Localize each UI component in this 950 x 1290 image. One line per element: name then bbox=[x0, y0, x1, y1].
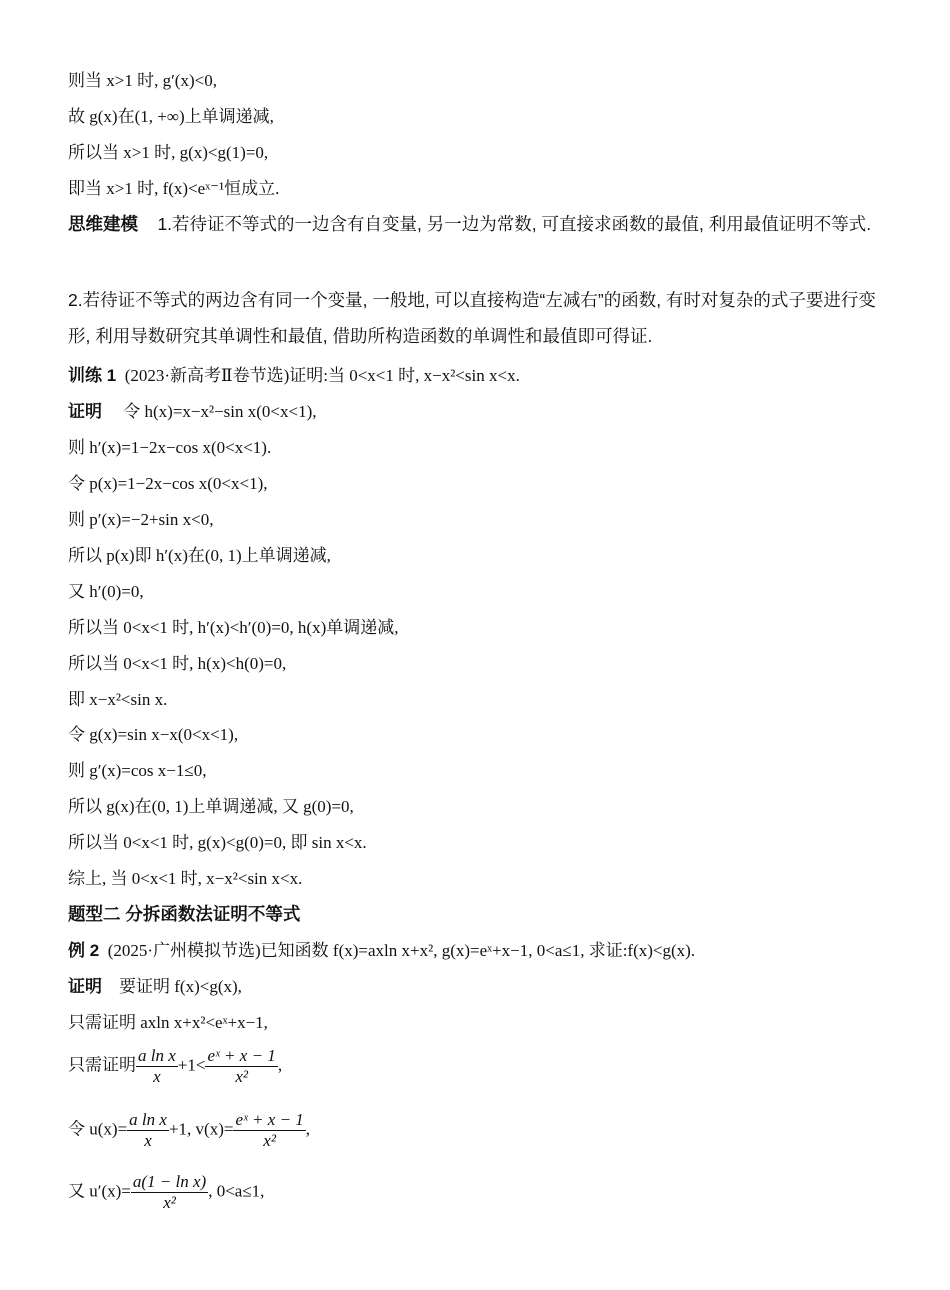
thinking-model-label: 思维建模 bbox=[68, 214, 138, 234]
text-line: 令 p(x)=1−2x−cos x(0<x<1), bbox=[68, 474, 268, 493]
text-line: 只需证明 axln x+x²<eˣ+x−1, bbox=[68, 1013, 268, 1032]
thinking-model-paragraph-1 bbox=[68, 206, 883, 242]
text-line: 综上, 当 0<x<1 时, x−x²<sin x<x. bbox=[68, 869, 303, 888]
text-line: 即当 x>1 时, f(x)<eˣ⁻¹恒成立. bbox=[68, 179, 280, 198]
proof-line bbox=[68, 976, 242, 998]
fraction-numerator: eˣ + x − 1 bbox=[235, 1110, 304, 1129]
fraction-numerator: eˣ + x − 1 bbox=[207, 1046, 276, 1065]
training-text: (2023·新高考Ⅱ卷节选)证明:当 0<x<1 时, x−x²<sin x<x. bbox=[124, 366, 520, 385]
text-line: 即 x−x²<sin x. bbox=[68, 690, 168, 709]
proof-label-2: 证明 bbox=[68, 977, 102, 996]
example-text: (2025·广州模拟节选)已知函数 f(x)=axln x+x², g(x)=eˣ+x−1, 0<a≤1, 求证:f(x)<g(x). bbox=[107, 941, 696, 960]
fraction bbox=[205, 1046, 277, 1087]
fraction bbox=[131, 1172, 208, 1213]
formula-prefix: 只需证明 bbox=[68, 1055, 136, 1075]
fraction-denominator: x bbox=[153, 1067, 161, 1086]
text-line: 所以 p(x)即 h′(x)在(0, 1)上单调递减, bbox=[68, 546, 331, 565]
text-line: 又 h′(0)=0, bbox=[68, 582, 144, 601]
thinking-model-paragraph-2: 2.若待证不等式的两边含有同一个变量, 一般地, 可以直接构造“左减右”的函数, 有时对复杂的式子要进行变形, 利用导数研究其单调性和最值, 借助所构造函数的单调性和最值即可得证. bbox=[68, 290, 876, 346]
section-title: 题型二 分拆函数法证明不等式 bbox=[68, 904, 301, 924]
formula-suffix: , 0<a≤1, bbox=[208, 1181, 265, 1201]
fraction-denominator: x² bbox=[235, 1067, 248, 1086]
proof-label: 证明 bbox=[68, 402, 102, 421]
fraction bbox=[127, 1110, 169, 1151]
thinking-model-text-1: 1.若待证不等式的一边含有自变量, 另一边为常数, 可直接求函数的最值, 利用最值证明不等式. bbox=[157, 214, 872, 234]
training-label: 训练 1 bbox=[68, 366, 117, 385]
formula-suffix: , bbox=[277, 1055, 283, 1075]
fraction bbox=[136, 1046, 178, 1087]
fraction-denominator: x bbox=[144, 1131, 152, 1150]
formula-middle: +1, v(x)= bbox=[168, 1119, 234, 1139]
text-line: 所以当 0<x<1 时, g(x)<g(0)=0, 即 sin x<x. bbox=[68, 833, 367, 852]
fraction-line-3 bbox=[68, 1172, 264, 1213]
proof-text: 令 h(x)=x−x²−sin x(0<x<1), bbox=[123, 402, 317, 421]
fraction-denominator: x² bbox=[163, 1193, 176, 1212]
formula-middle: +1< bbox=[177, 1055, 206, 1075]
training-problem bbox=[68, 365, 520, 387]
fraction-numerator: a(1 − ln x) bbox=[132, 1172, 207, 1191]
text-line: 令 g(x)=sin x−x(0<x<1), bbox=[68, 725, 239, 744]
fraction bbox=[233, 1110, 305, 1151]
proof-text-2: 要证明 f(x)<g(x), bbox=[119, 977, 242, 996]
text-line: 则 p′(x)=−2+sin x<0, bbox=[68, 510, 214, 529]
text-line: 则当 x>1 时, g′(x)<0, bbox=[68, 71, 217, 90]
example-problem bbox=[68, 940, 695, 962]
fraction-numerator: a ln x bbox=[129, 1110, 167, 1129]
formula-prefix: 令 u(x)= bbox=[68, 1119, 128, 1139]
text-line: 则 h′(x)=1−2x−cos x(0<x<1). bbox=[68, 438, 272, 457]
example-label: 例 2 bbox=[68, 941, 100, 960]
text-line: 则 g′(x)=cos x−1≤0, bbox=[68, 761, 207, 780]
text-line: 故 g(x)在(1, +∞)上单调递减, bbox=[68, 107, 274, 126]
proof-line bbox=[68, 401, 317, 423]
fraction-line-2 bbox=[68, 1110, 310, 1151]
formula-prefix: 又 u′(x)= bbox=[68, 1181, 131, 1201]
formula-suffix: , bbox=[305, 1119, 311, 1139]
text-line: 所以 g(x)在(0, 1)上单调递减, 又 g(0)=0, bbox=[68, 797, 354, 816]
text-line: 所以当 0<x<1 时, h′(x)<h′(0)=0, h(x)单调递减, bbox=[68, 618, 399, 637]
fraction-line-1 bbox=[68, 1046, 282, 1087]
text-line: 所以当 0<x<1 时, h(x)<h(0)=0, bbox=[68, 654, 287, 673]
text-line: 所以当 x>1 时, g(x)<g(1)=0, bbox=[68, 143, 269, 162]
fraction-numerator: a ln x bbox=[138, 1046, 176, 1065]
fraction-denominator: x² bbox=[263, 1131, 276, 1150]
